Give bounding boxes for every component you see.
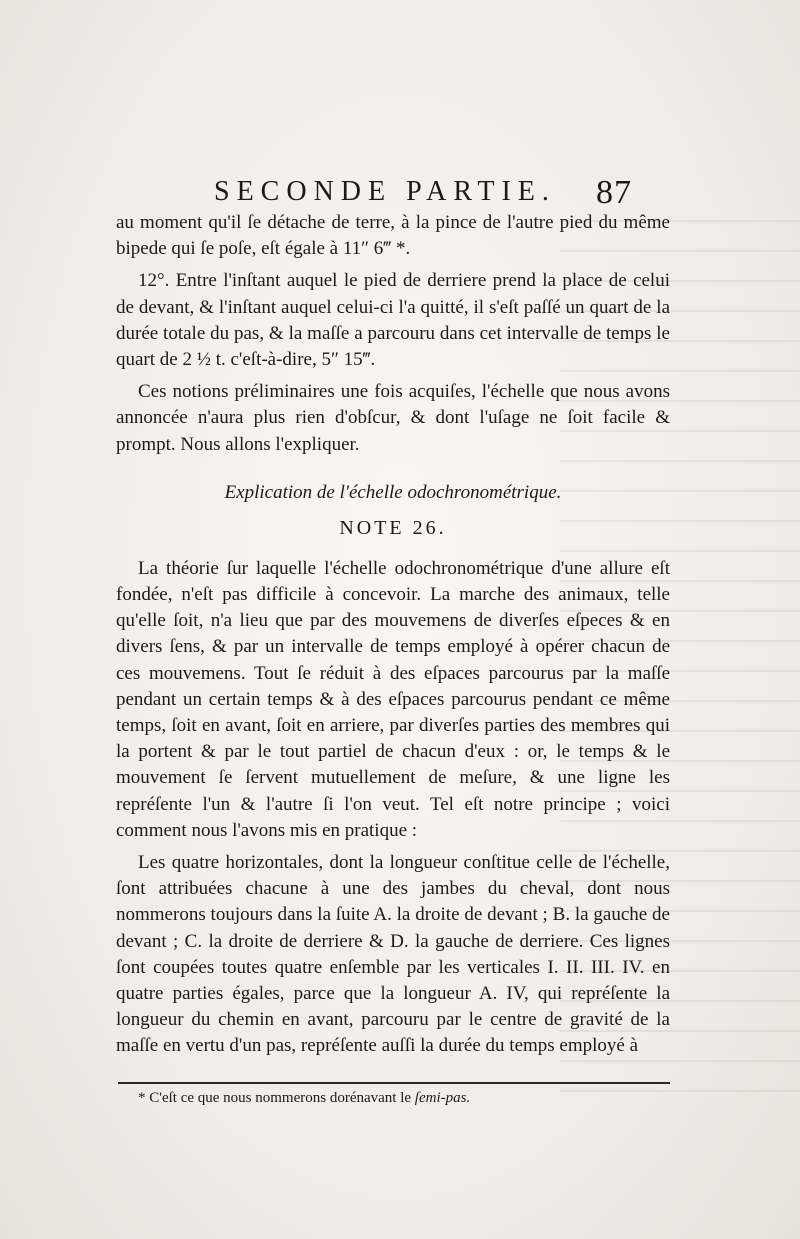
paragraph: Ces notions préliminaires une fois acquiſes, l'échelle que nous avons annoncée n'aura plus rien d'obſcur, & dont l'uſage ne ſoit facile & prompt. Nous allons l'expliquer. bbox=[116, 381, 670, 455]
footnote-rule bbox=[118, 1082, 670, 1084]
paragraph: 12°. Entre l'inſtant auquel le pied de derriere prend la place de celui de devant, & l'inſtant auquel celui-ci l'a quitté, il s'eſt paſſé un quart de la durée totale du pas, & la maſſe a parcouru dans cet intervalle de temps le quart de 2 ½ t. c'eſt-à-dire, 5″ 15‴. bbox=[116, 270, 670, 371]
section-title: Explication de l'échelle odochronométrique. bbox=[224, 481, 562, 503]
page-number: 87 bbox=[596, 174, 632, 211]
main-text bbox=[116, 210, 670, 1060]
paragraph: La théorie ſur laquelle l'échelle odochronométrique d'une allure eſt fondée, n'eſt pas difficile à concevoir. La marche des animaux, telle qu'elle ſoit, n'a lieu que par des mouvemens de diverſes eſpeces & en divers ſens, & par un intervalle de temps employé à opérer chacun de ces mouvemens. Tout ſe réduit à des eſpaces parcourus par la maſſe pendant un certain temps & à des eſpaces parcourus pendant ce même temps, ſoit en avant, ſoit en arriere, par diverſes parties des membres qui la portent & par le tout partiel de chacun d'eux : or, le temps & le mouvement ſe ſervent mutuellement de meſure, & une ligne les repréſente l'un & l'autre ſi l'on veut. Tel eſt notre principe ; voici comment nous l'avons mis en pratique : bbox=[116, 557, 670, 841]
paragraph: au moment qu'il ſe détache de terre, à la pince de l'autre pied du même bipede qui ſe poſe, eſt égale à 11″ 6‴ *. bbox=[116, 212, 670, 260]
paragraph: Les quatre horizontales, dont la longueur conſtitue celle de l'échelle, ſont attribuées chacune à une des jambes du cheval, dont nous nommerons toujours dans la ſuite A. la droite de devant ; B. la gauche de devant ; C. la droite de derriere & D. la gauche de derriere. Ces lignes ſont coupées toutes quatre enſemble par les verticales I. II. III. IV. en quatre parties égales, parce que la longueur A. IV, qui repréſente la longueur du chemin en avant, parcouru par le centre de gravité de la maſſe en vertu d'un pas, repréſente auſſi la durée du temps employé à bbox=[116, 852, 670, 1057]
footnote-marker: * bbox=[138, 1090, 146, 1106]
footnote bbox=[138, 1090, 470, 1107]
running-title: SECONDE PARTIE. bbox=[214, 176, 556, 207]
page-header bbox=[214, 172, 664, 212]
note-title: NOTE 26. bbox=[339, 516, 447, 539]
footnote-term: ſemi-pas. bbox=[414, 1090, 471, 1106]
footnote-text: C'eſt ce que nous nommerons dorénavant le bbox=[149, 1090, 412, 1106]
